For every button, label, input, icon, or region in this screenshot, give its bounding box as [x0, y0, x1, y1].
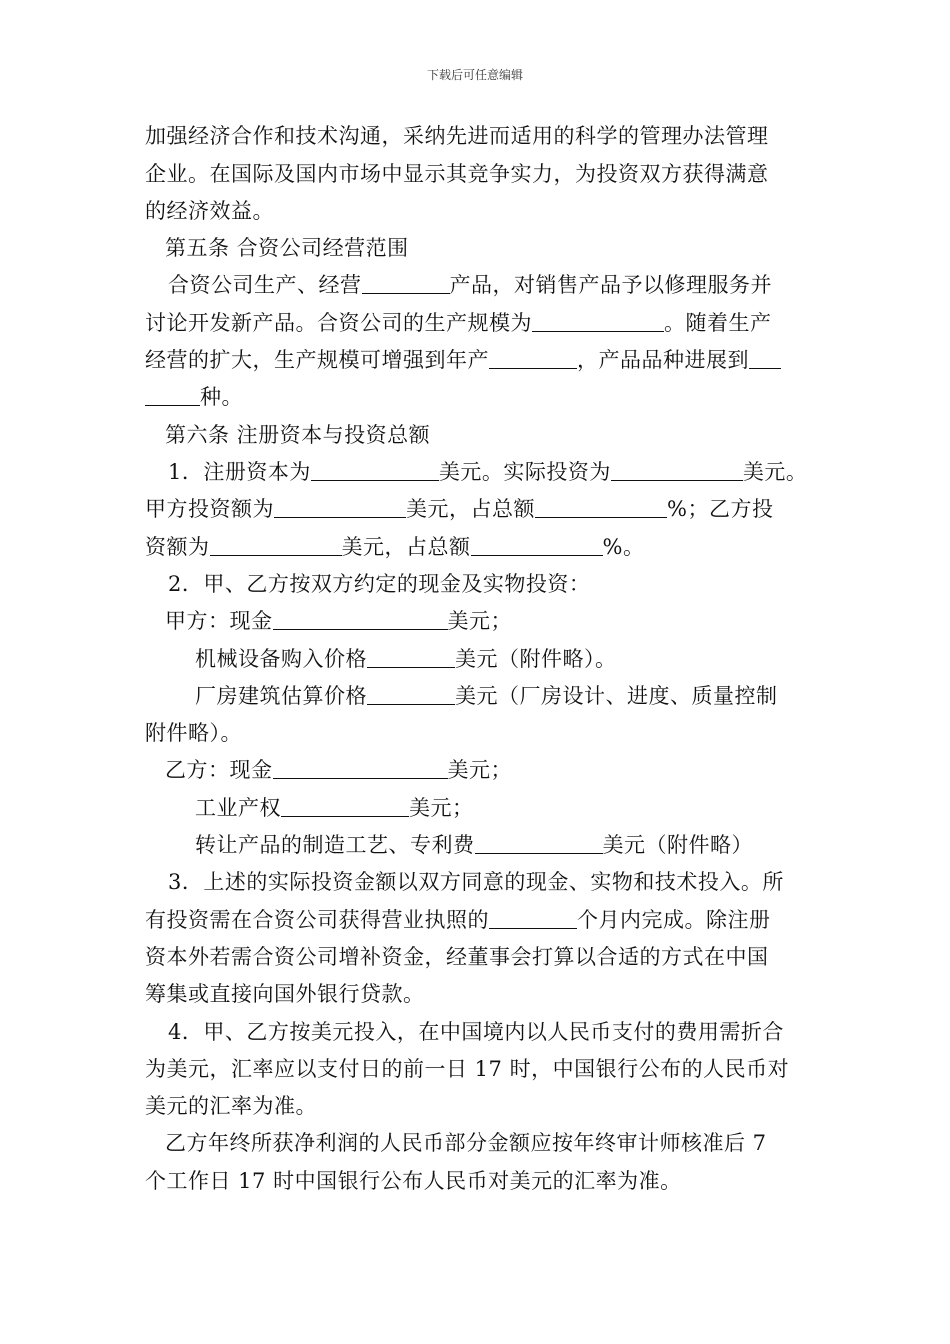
paragraph-line: 资本外若需合资公司增补资金，经董事会打算以合适的方式在中国: [145, 945, 769, 969]
paragraph-line: 3．上述的实际投资金额以双方同意的现金、实物和技术投入。所: [168, 870, 784, 894]
paragraph-line: 合资公司生产、经营 产品，对销售产品予以修理服务并: [168, 273, 772, 297]
paragraph-line: 讨论开发新产品。合资公司的生产规模为 。随着生产: [145, 311, 772, 335]
blank-field: [281, 796, 409, 817]
paragraph-line: 1．注册资本为 美元。实际投资为 美元。: [168, 460, 808, 484]
blank-field: [210, 535, 342, 556]
blank-field: [489, 348, 577, 369]
paragraph-line: 资额为 美元，占总额 %。: [145, 535, 645, 559]
blank-field: [749, 348, 781, 369]
page-header: 下载后可任意编辑: [426, 68, 523, 82]
paragraph-line: 经营的扩大，生产规模可增强到年产 ，产品品种进展到: [145, 346, 781, 374]
paragraph-line: 企业。在国际及国内市场中显示其竞争实力，为投资双方获得满意: [145, 162, 769, 186]
paragraph-line: 个工作日 17 时中国银行公布人民币对美元的汇率为准。: [145, 1169, 682, 1193]
paragraph-line: 乙方：现金 美元；: [165, 758, 512, 782]
paragraph-line: 美元的汇率为准。: [145, 1094, 317, 1118]
blank-field: [489, 908, 577, 929]
blank-field: [611, 460, 743, 481]
blank-field: [367, 647, 455, 668]
paragraph-line: 附件略）。: [145, 721, 242, 745]
blank-field: [274, 497, 406, 518]
paragraph-line: 机械设备购入价格 美元（附件略）。: [195, 647, 617, 671]
paragraph-line: 筹集或直接向国外银行贷款。: [145, 982, 425, 1006]
paragraph-line: 乙方年终所获净利润的人民币部分金额应按年终审计师核准后 7: [165, 1131, 767, 1155]
paragraph-line: 工业产权 美元；: [195, 796, 474, 820]
blank-field: [471, 535, 603, 556]
paragraph-line: 有投资需在合资公司获得营业执照的 个月内完成。除注册: [145, 908, 771, 932]
paragraph-line: 的经济效益。: [145, 199, 274, 223]
blank-field: [273, 758, 448, 779]
blank-field: [367, 684, 455, 705]
blank-field: [311, 460, 439, 481]
paragraph-line: 厂房建筑估算价格 美元（厂房设计、进度、质量控制: [195, 684, 778, 708]
paragraph-line: 4．甲、乙方按美元投入，在中国境内以人民币支付的费用需折合: [168, 1020, 784, 1044]
article-6-heading: 第六条 注册资本与投资总额: [165, 423, 431, 447]
paragraph-line: 甲方：现金 美元；: [165, 609, 512, 633]
blank-field: [535, 497, 667, 518]
blank-field: [475, 833, 603, 854]
blank-field: [145, 385, 200, 406]
paragraph-line: 2．甲、乙方按双方约定的现金及实物投资：: [168, 572, 591, 596]
paragraph-line: 甲方投资额为 美元，占总额 %；乙方投: [145, 497, 774, 521]
article-5-heading: 第五条 合资公司经营范围: [165, 236, 409, 260]
paragraph-line: 加强经济合作和技术沟通，采纳先进而适用的科学的管理办法管理: [145, 124, 769, 148]
blank-field: [532, 311, 664, 332]
paragraph-line: 为美元，汇率应以支付日的前一日 17 时，中国银行公布的人民币对: [145, 1057, 790, 1081]
blank-field: [273, 609, 448, 630]
paragraph-line: 种。: [145, 383, 243, 411]
blank-field: [362, 273, 450, 294]
paragraph-line: 转让产品的制造工艺、专利费 美元（附件略）: [195, 833, 753, 857]
